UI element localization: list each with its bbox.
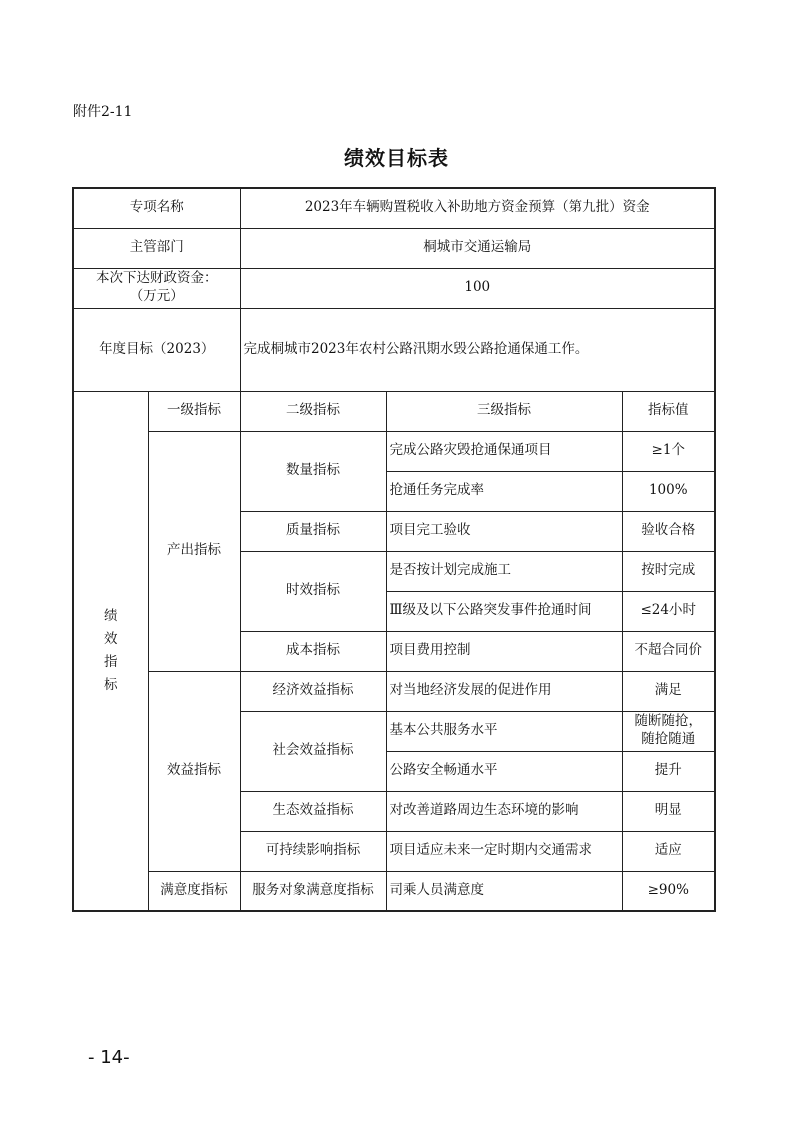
indicators-char-4: 标 [104, 676, 118, 693]
indicator-value-line2: 随抢随通 [641, 731, 696, 747]
table-row [73, 268, 715, 308]
table-row [73, 391, 715, 431]
indicators-section-label [73, 391, 148, 911]
funds-label [73, 268, 240, 308]
indicators-char-1: 绩 [104, 607, 118, 624]
performance-goal-table [72, 187, 716, 912]
table-row [73, 228, 715, 268]
funds-value: 100 [240, 268, 715, 308]
col-header-level2: 二级指标 [240, 391, 386, 431]
indicator-name: 项目完工验收 [386, 511, 622, 551]
indicator-name: 抢通任务完成率 [386, 471, 622, 511]
dept-label: 主管部门 [73, 228, 240, 268]
indicator-name: 项目适应未来一定时期内交通需求 [386, 831, 622, 871]
dept-value: 桐城市交通运输局 [240, 228, 715, 268]
project-name-label: 专项名称 [73, 188, 240, 228]
indicator-value: 按时完成 [622, 551, 715, 591]
indicator-value-line1: 随断随抢， [634, 713, 702, 730]
table-row [73, 308, 715, 391]
table-row [73, 671, 715, 711]
quality-label: 质量指标 [240, 511, 386, 551]
economic-label: 经济效益指标 [240, 671, 386, 711]
col-header-level3: 三级指标 [386, 391, 622, 431]
indicator-value: 100% [622, 471, 715, 511]
indicator-value [622, 711, 715, 751]
benefit-label: 效益指标 [148, 671, 240, 871]
satisfaction-label: 满意度指标 [148, 871, 240, 911]
satisfaction-sub-label: 服务对象满意度指标 [240, 871, 386, 911]
indicator-name: Ⅲ级及以下公路突发事件抢通时间 [386, 591, 622, 631]
table-row [73, 871, 715, 911]
page-number: - 14- [88, 1047, 130, 1068]
goal-label: 年度目标（2023） [73, 308, 240, 391]
indicator-value: ≤24小时 [622, 591, 715, 631]
indicator-name: 对改善道路周边生态环境的影响 [386, 791, 622, 831]
indicator-value: ≥90% [622, 871, 715, 911]
goal-value: 完成桐城市2023年农村公路汛期水毁公路抢通保通工作。 [240, 308, 715, 391]
output-label: 产出指标 [148, 431, 240, 671]
table-row [73, 431, 715, 471]
indicator-value: 不超合同价 [622, 631, 715, 671]
indicators-char-3: 指 [104, 653, 118, 670]
indicator-value: 满足 [622, 671, 715, 711]
col-header-value: 指标值 [622, 391, 715, 431]
indicator-name: 是否按计划完成施工 [386, 551, 622, 591]
indicator-name: 司乘人员满意度 [386, 871, 622, 911]
indicator-value: ≥1个 [622, 431, 715, 471]
indicator-value: 验收合格 [622, 511, 715, 551]
indicator-value: 明显 [622, 791, 715, 831]
indicator-value: 提升 [622, 751, 715, 791]
ecological-label: 生态效益指标 [240, 791, 386, 831]
sustainable-label: 可持续影响指标 [240, 831, 386, 871]
col-header-level1: 一级指标 [148, 391, 240, 431]
attachment-label: 附件2-11 [73, 104, 133, 120]
table-row [73, 188, 715, 228]
indicators-char-2: 效 [104, 630, 118, 647]
quantity-label: 数量指标 [240, 431, 386, 511]
indicator-name: 项目费用控制 [386, 631, 622, 671]
indicator-name: 对当地经济发展的促进作用 [386, 671, 622, 711]
project-name-value: 2023年车辆购置税收入补助地方资金预算（第九批）资金 [240, 188, 715, 228]
indicator-name: 基本公共服务水平 [386, 711, 622, 751]
cost-label: 成本指标 [240, 631, 386, 671]
funds-label-line2: （万元） [129, 288, 184, 304]
indicator-value: 适应 [622, 831, 715, 871]
page-title: 绩效目标表 [344, 146, 449, 170]
timeliness-label: 时效指标 [240, 551, 386, 631]
indicator-name: 公路安全畅通水平 [386, 751, 622, 791]
funds-label-line1: 本次下达财政资金： [96, 270, 218, 287]
social-label: 社会效益指标 [240, 711, 386, 791]
indicator-name: 完成公路灾毁抢通保通项目 [386, 431, 622, 471]
